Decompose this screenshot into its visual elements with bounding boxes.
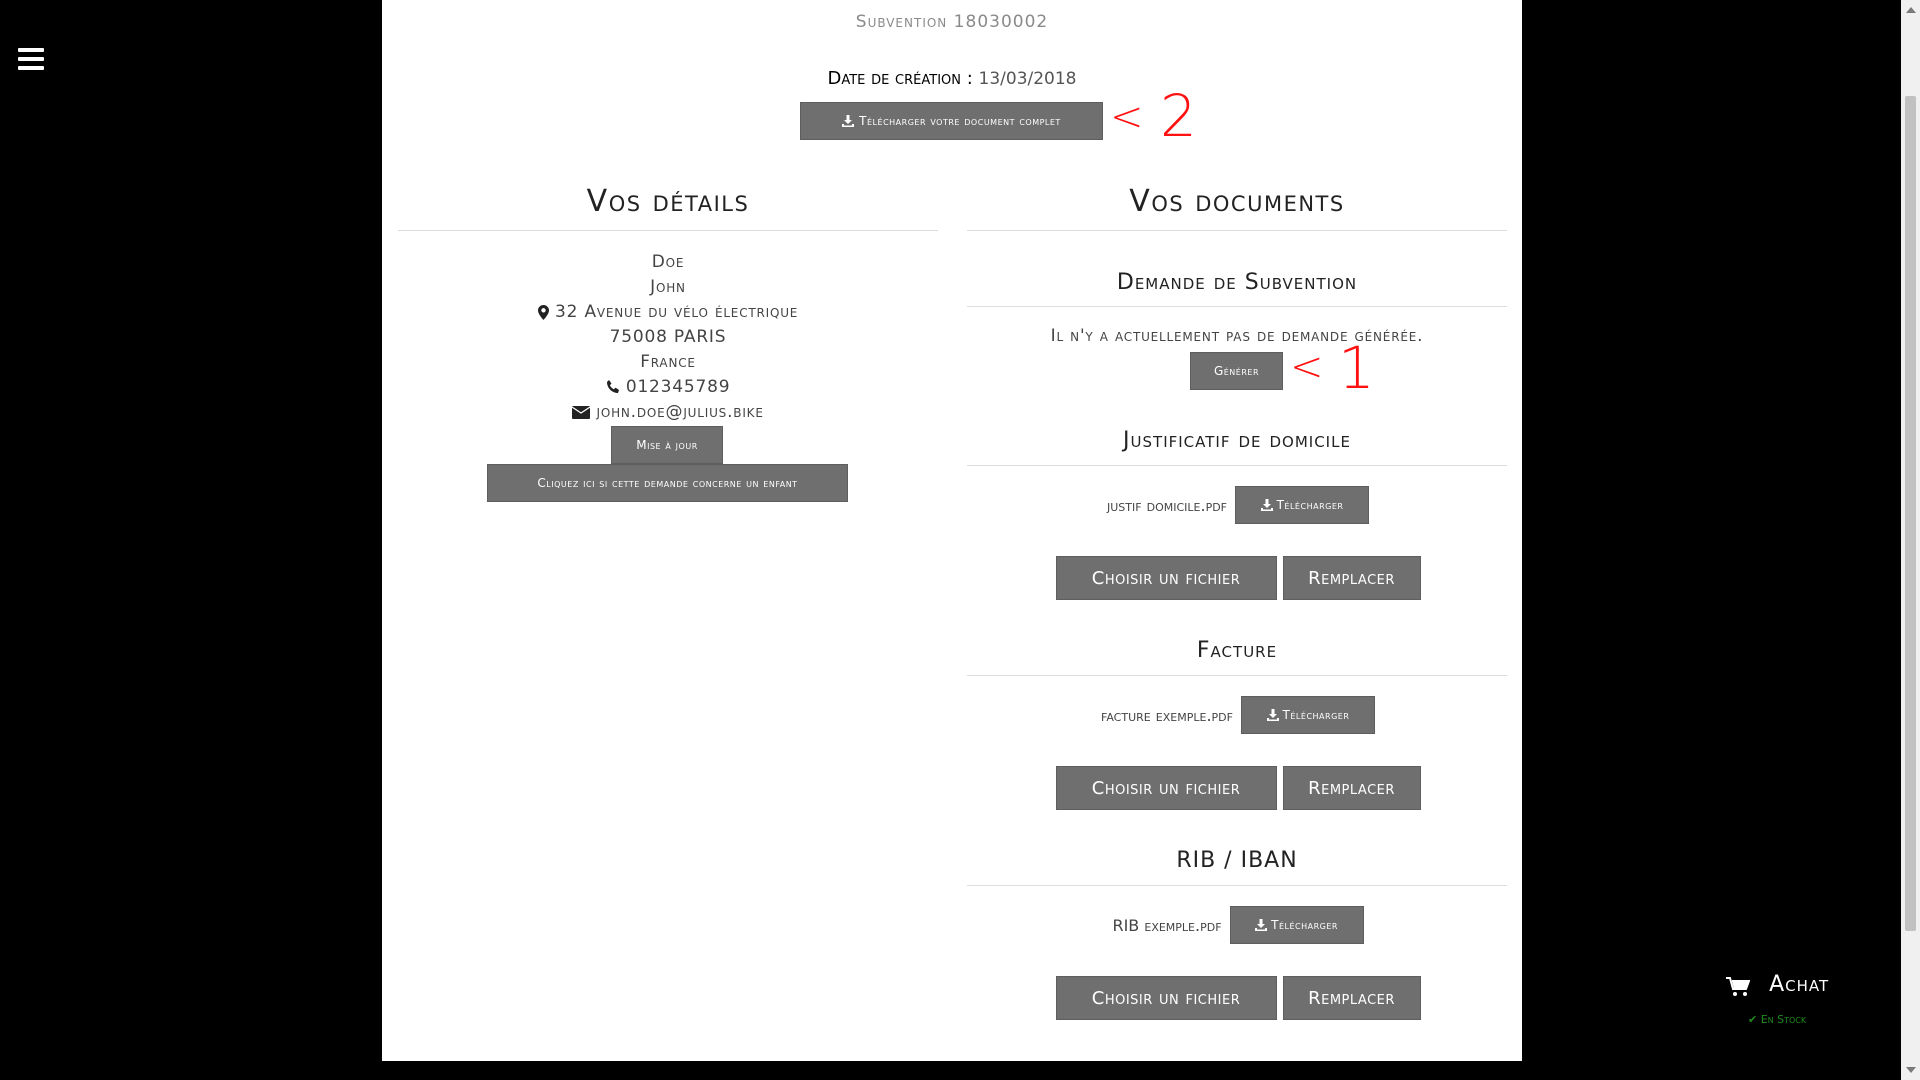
download-file-button[interactable]: [1235, 486, 1369, 524]
country: France: [640, 352, 696, 372]
update-details-button[interactable]: [611, 426, 723, 464]
phone-line: [398, 377, 938, 397]
details-title: Vos détails: [586, 184, 750, 219]
generate-label: Générer: [1213, 364, 1260, 378]
update-details-label: Mise à jour: [636, 438, 698, 452]
download-file-label: Télécharger: [1276, 498, 1344, 512]
upload-controls: [968, 766, 1508, 810]
annotation-arrow-1: <: [1290, 344, 1324, 390]
file-name[interactable]: RIB exemple.pdf: [1112, 915, 1222, 935]
phone: 012345789: [625, 377, 731, 397]
download-file-label: Télécharger: [1282, 708, 1350, 722]
subsidy-request-divider: [967, 306, 1507, 307]
annotation-number-2: 2: [1160, 82, 1197, 150]
annotation-arrow-2: <: [1110, 94, 1144, 140]
replace-label: Remplacer: [1308, 567, 1395, 589]
scrollbar[interactable]: [1901, 0, 1920, 1080]
replace-label: Remplacer: [1308, 777, 1395, 799]
city: 75008 PARIS: [609, 327, 727, 347]
choose-file-label: Choisir un fichier: [1091, 567, 1241, 589]
download-file-label: Télécharger: [1271, 918, 1338, 932]
documents-divider: [967, 230, 1507, 231]
download-icon: [842, 115, 854, 127]
replace-button[interactable]: [1283, 766, 1421, 810]
email[interactable]: john.doe@julius.bike: [596, 402, 764, 422]
choose-file-button[interactable]: [1056, 766, 1277, 810]
document-section-title: Facture: [1196, 638, 1278, 663]
download-icon: [1255, 919, 1267, 931]
file-name[interactable]: facture exemple.pdf: [1101, 705, 1233, 725]
download-file-button[interactable]: [1230, 906, 1364, 944]
subvention-id: Subvention 18030002: [855, 12, 1049, 32]
file-row: [968, 906, 1508, 944]
check-icon: ✔: [1748, 1013, 1758, 1026]
child-request-label: Cliquez ici si cette demande concerne un enfant: [537, 476, 798, 490]
annotation-number-1: 1: [1338, 334, 1375, 402]
child-request-button[interactable]: [487, 464, 848, 502]
cart-label[interactable]: Achat: [1769, 972, 1830, 997]
details-divider: [398, 230, 938, 231]
file-name[interactable]: justif domicile.pdf: [1106, 495, 1228, 515]
stock-label: En Stock: [1760, 1013, 1807, 1026]
download-file-button[interactable]: [1241, 696, 1375, 734]
scroll-up-arrow[interactable]: [1906, 7, 1916, 13]
document-section-title: Justificatif de domicile: [1123, 428, 1351, 453]
upload-controls: [968, 556, 1508, 600]
first-name: John: [650, 277, 686, 297]
no-request-message: Il n'y a actuellement pas de demande générée.: [1050, 326, 1424, 346]
file-row: [968, 696, 1508, 734]
stock-status: [1748, 1013, 1806, 1026]
map-marker-icon: [538, 305, 549, 320]
upload-controls: [968, 976, 1508, 1020]
replace-button[interactable]: [1283, 556, 1421, 600]
replace-label: Remplacer: [1308, 987, 1395, 1009]
replace-button[interactable]: [1283, 976, 1421, 1020]
address-line: [398, 302, 938, 322]
main-panel: [382, 0, 1522, 1061]
envelope-icon: [572, 406, 590, 419]
creation-date-separator: :: [961, 68, 979, 89]
choose-file-button[interactable]: [1056, 556, 1277, 600]
scrollbar-thumb[interactable]: [1905, 96, 1916, 931]
subsidy-request-title: Demande de Subvention: [1116, 270, 1358, 295]
last-name: Doe: [651, 252, 685, 272]
creation-date-label: Date de création: [827, 68, 961, 89]
download-icon: [1261, 499, 1273, 511]
choose-file-label: Choisir un fichier: [1091, 777, 1241, 799]
document-section-title: RIB / IBAN: [1176, 848, 1298, 873]
file-row: [968, 486, 1508, 524]
scroll-down-arrow[interactable]: [1906, 1067, 1916, 1073]
generate-button[interactable]: [1190, 352, 1283, 390]
shopping-cart-icon: [1726, 977, 1750, 997]
document-section-divider: [967, 675, 1507, 676]
creation-date-value: 13/03/2018: [978, 69, 1077, 89]
address: 32 Avenue du vélo électrique: [555, 302, 799, 322]
download-icon: [1267, 709, 1279, 721]
download-full-document-label: Télécharger votre document complet: [859, 114, 1061, 128]
document-section-divider: [967, 885, 1507, 886]
document-section-divider: [967, 465, 1507, 466]
choose-file-button[interactable]: [1056, 976, 1277, 1020]
phone-icon: [606, 380, 620, 394]
creation-date: [382, 68, 1522, 89]
hamburger-menu-icon[interactable]: [18, 48, 44, 70]
cart-widget[interactable]: [1726, 972, 1846, 997]
download-full-document-button[interactable]: [800, 102, 1103, 140]
documents-title: Vos documents: [1129, 184, 1345, 219]
choose-file-label: Choisir un fichier: [1091, 987, 1241, 1009]
email-line: [398, 402, 938, 422]
